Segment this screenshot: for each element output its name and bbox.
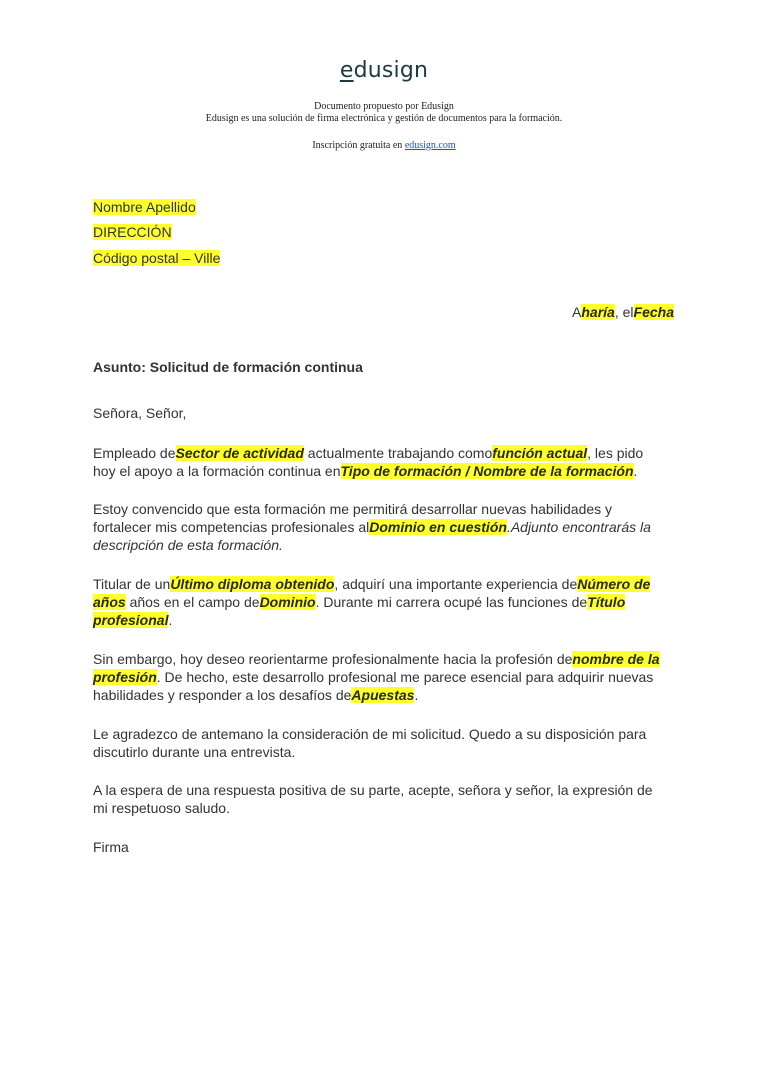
sender-city [93, 249, 220, 267]
text: actualmente trabajando como [303, 445, 493, 461]
sector-field: Sector de actividad [175, 445, 304, 461]
place-field: haría [581, 304, 615, 320]
sender-name-text: Nombre Apellido [93, 199, 196, 215]
p5-line-1: Le agradezco de antemano la consideración de mi solicitud. Quedo a su disposición para [93, 726, 647, 742]
p1-line-2 [93, 462, 637, 480]
text: , adquirí una importante experiencia de [334, 576, 578, 592]
profession-name-field-cont: profesión [93, 669, 157, 685]
text: fortalecer mis competencias profesionales al [93, 519, 370, 535]
p6-line-1: A la espera de una respuesta positiva de su parte, acepte, señora y señor, la expresión de [93, 782, 653, 798]
text: . De hecho, este desarrollo profesional me parece esencial para adquirir nuevas [156, 669, 654, 685]
date-prefix: A [572, 304, 582, 320]
header-line-3 [0, 140, 768, 151]
p2-line-1: Estoy convencido que esta formación me permitirá desarrollar nuevas habilidades y [93, 501, 613, 517]
text: Sin embargo, hoy deseo reorientarme profesionalmente hacia la profesión de [93, 651, 573, 667]
p1-line-1 [93, 444, 643, 462]
current-function-field: función actual [492, 445, 588, 461]
signature: Firma [93, 839, 129, 855]
sender-address [93, 223, 172, 241]
stakes-field: Apuestas [351, 687, 415, 703]
date-field: Fecha [633, 304, 674, 320]
job-title-field: Título [587, 594, 626, 610]
header-line-2: Edusign es una solución de firma electrónica y gestión de documentos para la formación. [205, 113, 563, 124]
text: años en el campo de [125, 594, 260, 610]
sender-name [93, 198, 196, 216]
edusign-logo [0, 58, 768, 83]
header-line-1: Documento propuesto por Edusign [314, 101, 454, 112]
p3-line-2 [93, 593, 625, 611]
subject-line: Asunto: Solicitud de formación continua [93, 359, 363, 375]
edusign-link[interactable]: edusign.com [404, 140, 456, 151]
p4-line-1 [93, 650, 660, 668]
place-date-line [572, 303, 674, 321]
p2-line-2 [93, 518, 651, 536]
text: , les pido [587, 445, 644, 461]
years-number-field: Número de [577, 576, 651, 592]
logo-e: e [339, 58, 354, 83]
p4-line-2 [93, 668, 653, 686]
p6-line-2: mi respetuoso saludo. [93, 800, 230, 816]
p5-line-2: discutirlo durante una entrevista. [93, 744, 296, 760]
text: habilidades y responder a los desafíos de [93, 687, 352, 703]
text: . [633, 463, 638, 479]
job-title-field-cont: profesional [93, 612, 169, 628]
sender-address-text: DIRECCIÓN [93, 224, 172, 240]
greeting: Señora, Señor, [93, 405, 187, 421]
sender-city-text: Código postal – Ville [93, 250, 221, 266]
signup-text: Inscripción gratuita en [312, 140, 405, 151]
domain-field: Dominio en cuestión [369, 519, 507, 535]
p4-line-3 [93, 686, 418, 704]
profession-name-field: nombre de la [572, 651, 660, 667]
logo-rest: dusign [353, 58, 429, 83]
text: . [414, 687, 419, 703]
text: .Adjunto encontrarás la [506, 519, 651, 535]
p2-line-3: descripción de esta formación. [93, 537, 283, 553]
text: . [168, 612, 173, 628]
field-domain: Dominio [259, 594, 316, 610]
training-type-field: Tipo de formación / Nombre de la formación [340, 463, 634, 479]
date-mid: , el [614, 304, 634, 320]
text: hoy el apoyo a la formación continua en [93, 463, 341, 479]
text: Titular de un [93, 576, 171, 592]
last-diploma-field: Último diploma obtenido [170, 576, 335, 592]
p3-line-3 [93, 611, 172, 629]
text: . Durante mi carrera ocupé las funciones de [315, 594, 588, 610]
text: Empleado de [93, 445, 176, 461]
years-number-field-cont: años [93, 594, 126, 610]
p3-line-1 [93, 575, 650, 593]
